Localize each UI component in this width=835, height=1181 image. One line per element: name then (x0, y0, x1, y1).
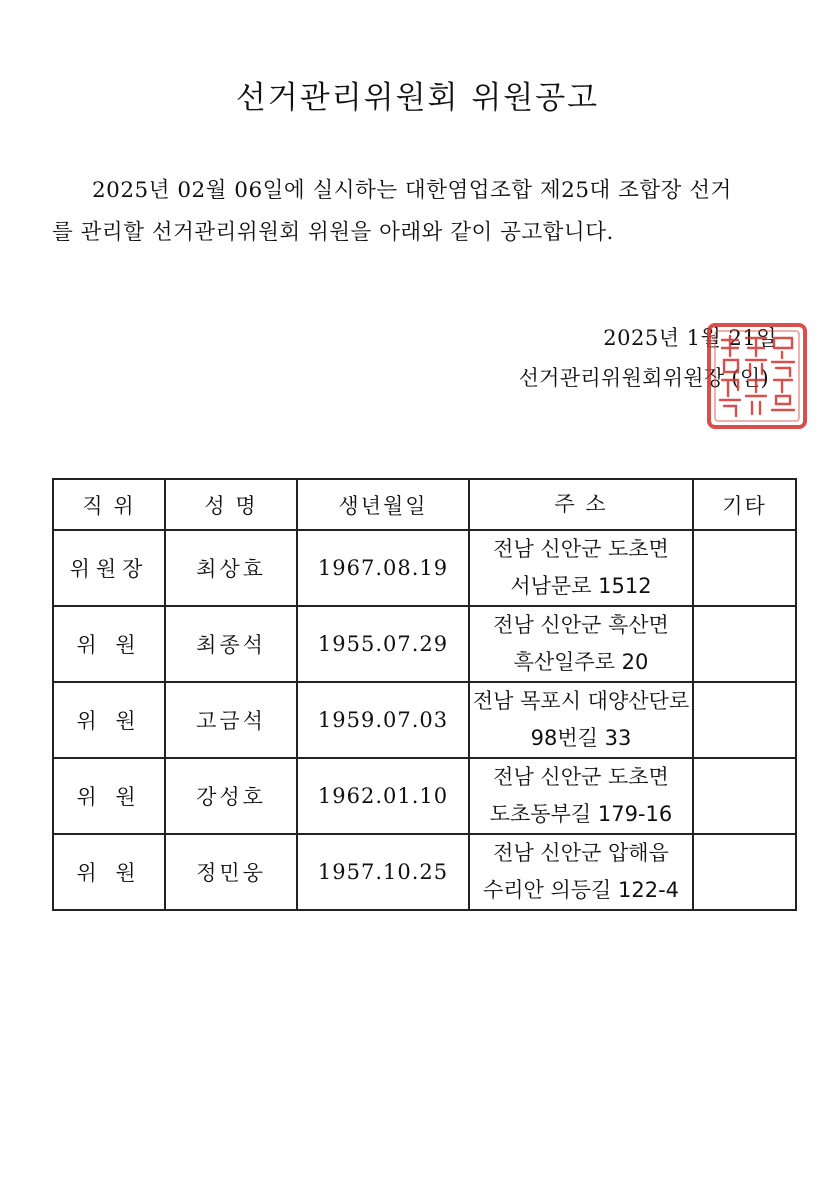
header-birthdate: 생년월일 (297, 479, 469, 530)
table-row (53, 606, 796, 682)
cell-position: 위 원 (53, 834, 165, 910)
notice-body-line-2: 를 관리할 선거관리위원회 위원을 아래와 같이 공고합니다. (52, 220, 614, 245)
address-line-2: 흑산일주로 20 (513, 650, 649, 674)
cell-birthdate: 1967.08.19 (297, 530, 469, 606)
address-line-2: 도초동부길 179-16 (489, 802, 673, 826)
cell-name: 정민웅 (165, 834, 297, 910)
cell-address (469, 682, 693, 758)
cell-birthdate: 1962.01.10 (297, 758, 469, 834)
address-line-1: 전남 신안군 도초면 (493, 537, 669, 561)
cell-etc (693, 758, 796, 834)
committee-members-table (52, 478, 797, 911)
table-row (53, 530, 796, 606)
address-line-2: 98번길 33 (530, 726, 632, 750)
cell-position: 위 원 (53, 682, 165, 758)
document-title: 선거관리위원회 위원공고 (235, 80, 600, 116)
header-address: 주 소 (469, 479, 693, 530)
cell-etc (693, 530, 796, 606)
cell-position: 위 원 (53, 758, 165, 834)
header-position: 직 위 (53, 479, 165, 530)
notice-body-line-1: 2025년 02월 06일에 실시하는 대한염업조합 제25대 조합장 선거 (92, 178, 732, 203)
notice-body (52, 170, 787, 254)
cell-address (469, 834, 693, 910)
address-line-2: 서남문로 1512 (510, 574, 652, 598)
header-name: 성 명 (165, 479, 297, 530)
official-seal-stamp (706, 322, 808, 430)
cell-birthdate: 1959.07.03 (297, 682, 469, 758)
table-row (53, 758, 796, 834)
cell-birthdate: 1957.10.25 (297, 834, 469, 910)
cell-name: 최상효 (165, 530, 297, 606)
cell-address (469, 606, 693, 682)
cell-etc (693, 834, 796, 910)
address-line-1: 전남 신안군 흑산면 (493, 613, 669, 637)
seal-glyphs (720, 336, 794, 416)
cell-birthdate: 1955.07.29 (297, 606, 469, 682)
address-line-2: 수리안 의등길 122-4 (482, 878, 680, 902)
table-row (53, 682, 796, 758)
cell-name: 고금석 (165, 682, 297, 758)
table-header-row (53, 479, 796, 530)
header-etc: 기타 (693, 479, 796, 530)
address-line-1: 전남 목포시 대양산단로 (472, 689, 690, 713)
address-line-1: 전남 신안군 도초면 (493, 765, 669, 789)
cell-name: 강성호 (165, 758, 297, 834)
table-row (53, 834, 796, 910)
cell-address (469, 758, 693, 834)
cell-etc (693, 606, 796, 682)
signer-title: 선거관리위원회위원장 (인) (518, 366, 769, 390)
cell-position: 위 원 (53, 606, 165, 682)
notice-date: 2025년 1월 21일 (603, 326, 777, 350)
cell-name: 최종석 (165, 606, 297, 682)
address-line-1: 전남 신안군 압해읍 (493, 841, 669, 865)
cell-address (469, 530, 693, 606)
cell-etc (693, 682, 796, 758)
cell-position: 위원장 (53, 530, 165, 606)
